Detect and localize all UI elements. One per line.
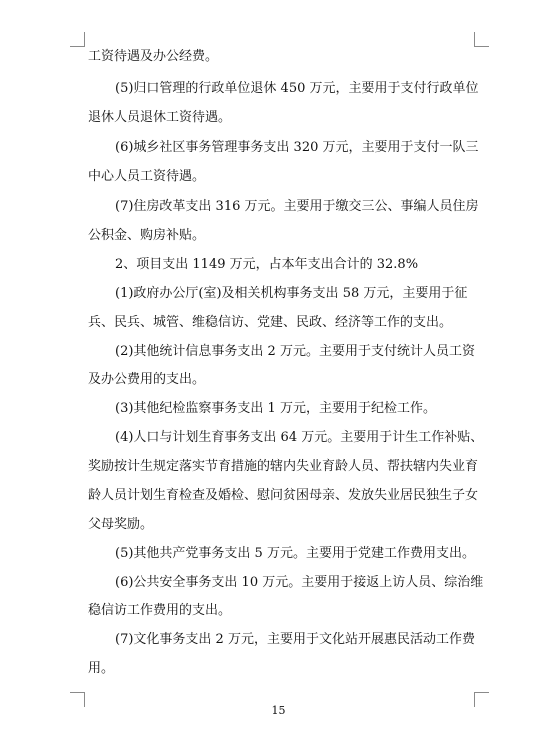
- text-line: (2)其他统计信息事务支出 2 万元。主要用于支付统计人员工资: [115, 344, 475, 359]
- text-line: (1)政府办公厅(室)及相关机构事务支出 58 万元，主要用于征: [115, 286, 468, 301]
- text-line: (5)归口管理的行政单位退休 450 万元，主要用于支付行政单位: [115, 81, 479, 96]
- text-line: 奖励按计生规定落实节育措施的辖内失业育龄人员、帮扶辖内失业育: [88, 459, 479, 474]
- text-line: (7)文化事务支出 2 万元，主要用于文化站开展惠民活动工作费: [115, 632, 475, 647]
- text-line: (6)城乡社区事务管理事务支出 320 万元，主要用于支付一队三: [115, 140, 479, 155]
- text-line: 中心人员工资待遇。: [88, 169, 206, 184]
- text-line: (7)住房改革支出 316 万元。主要用于缴交三公、事编人员住房: [115, 199, 479, 214]
- text-line: (5)其他共产党事务支出 5 万元。主要用于党建工作费用支出。: [115, 546, 475, 561]
- text-line: 龄人员计划生育检查及婚检、慰问贫困母亲、发放失业居民独生子女: [88, 488, 479, 503]
- text-line: 稳信访工作费用的支出。: [88, 603, 232, 618]
- text-line: 及办公费用的支出。: [88, 372, 206, 387]
- text-line: 兵、民兵、城管、维稳信访、党建、民政、经济等工作的支出。: [88, 315, 453, 330]
- text-line: 退休人员退休工资待遇。: [88, 110, 232, 125]
- text-line: 父母奖励。: [88, 517, 154, 532]
- text-line: (3)其他纪检监察事务支出 1 万元，主要用于纪检工作。: [115, 401, 436, 416]
- text-line: 公积金、购房补贴。: [88, 228, 206, 243]
- page-number: 15: [271, 704, 286, 717]
- text-line: (4)人口与计划生育事务支出 64 万元。主要用于计生工作补贴、: [115, 430, 484, 445]
- text-line: 2、项目支出 1149 万元，占本年支出合计的 32.8%: [115, 257, 419, 272]
- text-line: 工资待遇及办公经费。: [88, 49, 219, 64]
- text-line: 用。: [88, 661, 115, 676]
- crop-mark-top-left: [70, 32, 85, 47]
- text-line: (6)公共安全事务支出 10 万元。主要用于接返上访人员、综治维: [115, 575, 484, 590]
- crop-mark-top-right: [474, 32, 489, 47]
